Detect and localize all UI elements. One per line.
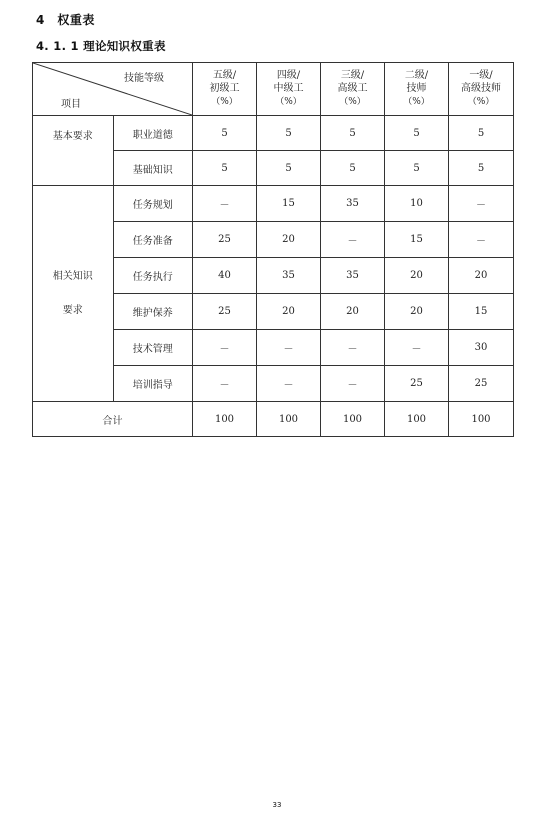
level-header: [257, 63, 321, 116]
value-cell: －: [385, 330, 449, 366]
level-header: [193, 63, 257, 116]
total-cell: 100: [257, 402, 321, 437]
item-cell: 职业道德: [113, 116, 193, 151]
value-cell: 5: [257, 116, 321, 151]
value-cell: 25: [193, 294, 257, 330]
value-cell: 5: [321, 116, 385, 151]
level-unit: （%）: [467, 97, 495, 107]
value-cell: 25: [449, 366, 514, 402]
group-related-line2: 要求: [62, 304, 83, 316]
level-unit: （%）: [403, 97, 430, 107]
header-row: [33, 63, 514, 116]
value-cell: －: [321, 222, 385, 258]
table-row: [33, 116, 514, 151]
value-cell: 10: [385, 186, 449, 222]
total-row: [33, 402, 514, 437]
total-cell: 100: [193, 402, 257, 437]
value-cell: －: [193, 330, 257, 366]
level-title: 初级工: [209, 83, 240, 94]
corner-skill-label: 技能等级: [124, 73, 164, 84]
value-cell: 20: [257, 294, 321, 330]
total-label: 合计: [33, 402, 193, 437]
item-cell: 任务准备: [113, 222, 193, 258]
value-cell: 15: [385, 222, 449, 258]
group-related-line1: 相关知识: [52, 270, 93, 282]
value-cell: －: [257, 330, 321, 366]
value-cell: －: [257, 366, 321, 402]
value-cell: 20: [321, 294, 385, 330]
value-cell: 5: [449, 151, 514, 186]
total-cell: 100: [449, 402, 514, 437]
group-related: [33, 186, 114, 402]
item-cell: 技术管理: [113, 330, 193, 366]
level-header: [321, 63, 385, 116]
value-cell: 20: [257, 222, 321, 258]
value-cell: 30: [449, 330, 514, 366]
group-basic: 基本要求: [33, 116, 114, 186]
value-cell: －: [449, 186, 514, 222]
weight-table: [32, 62, 514, 437]
item-cell: 任务规划: [113, 186, 193, 222]
value-cell: 5: [321, 151, 385, 186]
level-header: [449, 63, 514, 116]
value-cell: 15: [257, 186, 321, 222]
value-cell: 40: [193, 258, 257, 294]
value-cell: 5: [385, 151, 449, 186]
total-cell: 100: [385, 402, 449, 437]
item-cell: 任务执行: [113, 258, 193, 294]
level-header: [385, 63, 449, 116]
level-unit: （%）: [211, 97, 238, 107]
level-name: 二级/: [404, 70, 429, 81]
value-cell: 35: [321, 186, 385, 222]
value-cell: －: [449, 222, 514, 258]
value-cell: －: [321, 330, 385, 366]
level-unit: （%）: [339, 97, 366, 107]
value-cell: 20: [385, 258, 449, 294]
section-heading: 4 权重表: [36, 13, 95, 27]
corner-header: [33, 63, 193, 116]
value-cell: －: [193, 186, 257, 222]
level-title: 高级工: [337, 83, 368, 94]
item-cell: 维护保养: [113, 294, 193, 330]
total-cell: 100: [321, 402, 385, 437]
page-number: 33: [272, 801, 282, 809]
level-title: 中级工: [273, 83, 304, 94]
value-cell: 25: [193, 222, 257, 258]
level-name: 五级/: [212, 70, 237, 81]
value-cell: 25: [385, 366, 449, 402]
table-row: [33, 186, 514, 222]
level-name: 四级/: [276, 70, 301, 81]
value-cell: 20: [449, 258, 514, 294]
value-cell: 20: [385, 294, 449, 330]
value-cell: 35: [257, 258, 321, 294]
level-title: 技师: [406, 83, 427, 94]
item-cell: 基础知识: [113, 151, 193, 186]
item-cell: 培训指导: [113, 366, 193, 402]
level-unit: （%）: [275, 97, 302, 107]
value-cell: 5: [193, 116, 257, 151]
value-cell: 5: [257, 151, 321, 186]
value-cell: 5: [193, 151, 257, 186]
level-name: 一级/: [469, 70, 493, 81]
value-cell: 5: [449, 116, 514, 151]
subsection-heading: 4. 1. 1 理论知识权重表: [36, 39, 166, 53]
value-cell: －: [321, 366, 385, 402]
value-cell: 35: [321, 258, 385, 294]
level-name: 三级/: [340, 70, 365, 81]
value-cell: －: [193, 366, 257, 402]
level-title: 高级技师: [461, 83, 501, 94]
value-cell: 15: [449, 294, 514, 330]
diagonal-line: [33, 63, 192, 115]
corner-item-label: 项目: [61, 99, 81, 110]
value-cell: 5: [385, 116, 449, 151]
